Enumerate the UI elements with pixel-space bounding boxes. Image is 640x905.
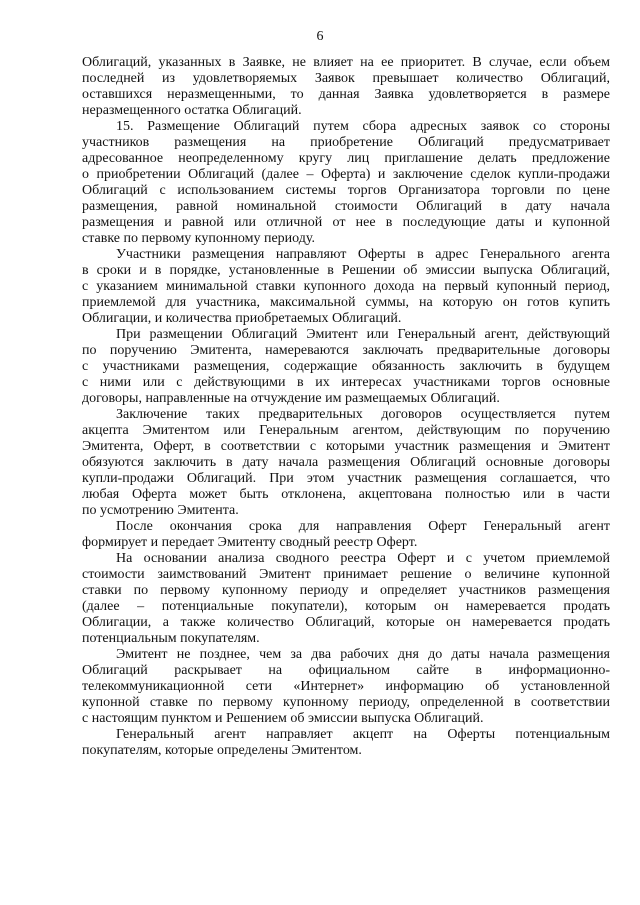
text-line: (далее – потенциальные покупатели), которым он намеревается продать bbox=[82, 599, 610, 614]
paragraph bbox=[82, 407, 610, 519]
text-line: размещения и равной или отличной от нее в последующие даты и купонной bbox=[82, 215, 610, 230]
text-line: телекоммуникационной сети «Интернет» информацию об установленной bbox=[82, 679, 610, 694]
text-line: последней из удовлетворяемых Заявок превышает количество Облигаций, bbox=[82, 71, 610, 86]
text-line: о приобретении Облигаций (далее – Оферта) и заключение сделок купли-продажи bbox=[82, 167, 610, 182]
paragraph bbox=[82, 519, 610, 551]
text-line: ставке по первому купонному периоду. bbox=[82, 231, 315, 246]
text-line: участников размещения на приобретение Облигаций предусматривает bbox=[82, 135, 610, 150]
text-line: Эмитента, Оферт, в соответствии с которыми участник размещения и Эмитент bbox=[82, 439, 610, 454]
text-line: При размещении Облигаций Эмитент или Генеральный агент, действующий bbox=[116, 327, 610, 342]
paragraph bbox=[82, 727, 610, 759]
text-line: с указанием минимальной ставки купонного дохода на первый купонный период, bbox=[82, 279, 610, 294]
text-line: с участниками размещения, содержащие обязанность заключить в будущем bbox=[82, 359, 610, 374]
text-line: Облигаций с использованием системы торгов Организатора торговли по цене bbox=[82, 183, 610, 198]
text-line: приемлемой для участника, максимальной суммы, на которую он готов купить bbox=[82, 295, 610, 310]
text-line: Участники размещения направляют Оферты в адрес Генерального агента bbox=[116, 247, 610, 262]
text-line: формирует и передает Эмитенту сводный реестр Оферт. bbox=[82, 535, 418, 550]
text-line: На основании анализа сводного реестра Оферт и с учетом приемлемой bbox=[116, 551, 610, 566]
text-line: потенциальным покупателям. bbox=[82, 631, 260, 646]
text-line: купли-продажи Облигаций. При этом участник размещения соглашается, что bbox=[82, 471, 610, 486]
text-line: стоимости заимствований Эмитент принимает решение о величине купонной bbox=[82, 567, 610, 582]
text-line: ставки по первому купонному периоду и определяет участников размещения bbox=[82, 583, 610, 598]
text-line: договоры, направленные на отчуждение им размещаемых Облигаций. bbox=[82, 391, 500, 406]
paragraph bbox=[82, 327, 610, 407]
text-line: любая Оферта может быть отклонена, акцептована полностью или в части bbox=[82, 487, 610, 502]
text-line: Эмитент не позднее, чем за два рабочих дня до даты начала размещения bbox=[116, 647, 610, 662]
text-line: неразмещенного остатка Облигаций. bbox=[82, 103, 302, 118]
text-line: с ними или с действующими в их интересах участниками торгов основные bbox=[82, 375, 610, 390]
text-line: Облигации, а также количество Облигаций, которые он намеревается продать bbox=[82, 615, 610, 630]
text-line: в сроки и в порядке, установленные в Решении об эмиссии выпуска Облигаций, bbox=[82, 263, 610, 278]
text-line: Облигаций, указанных в Заявке, не влияет на ее приоритет. В случае, если объем bbox=[82, 55, 610, 70]
text-line: купонной ставке по первому купонному периоду, определенной в соответствии bbox=[82, 695, 610, 710]
text-line: размещения, равной номинальной стоимости Облигаций в дату начала bbox=[82, 199, 610, 214]
text-line: После окончания срока для направления Оферт Генеральный агент bbox=[116, 519, 610, 534]
text-line: покупателям, которые определены Эмитентом. bbox=[82, 743, 362, 758]
text-line: адресованное неопределенному кругу лиц приглашение делать предложение bbox=[82, 151, 610, 166]
paragraph bbox=[82, 551, 610, 647]
paragraph bbox=[82, 55, 610, 119]
paragraph bbox=[82, 247, 610, 327]
text-line: оставшихся неразмещенными, то данная Заявка удовлетворяется в размере bbox=[82, 87, 610, 102]
text-line: Генеральный агент направляет акцепт на Оферты потенциальным bbox=[116, 727, 610, 742]
document-body bbox=[82, 55, 610, 759]
paragraph bbox=[82, 119, 610, 247]
text-line: Облигаций раскрывает на официальном сайте в информационно- bbox=[82, 663, 610, 678]
text-line: акцепта Эмитентом или Генеральным агентом, действующим по поручению bbox=[82, 423, 610, 438]
text-line: 15. Размещение Облигаций путем сбора адресных заявок со стороны bbox=[116, 119, 610, 134]
paragraph bbox=[82, 647, 610, 727]
text-line: Облигации, и количества приобретаемых Облигаций. bbox=[82, 311, 402, 326]
page-number: 6 bbox=[316, 29, 324, 44]
text-line: по поручению Эмитента, намереваются заключать предварительные договоры bbox=[82, 343, 610, 358]
text-line: с настоящим пунктом и Решением об эмиссии выпуска Облигаций. bbox=[82, 711, 484, 726]
text-line: обязуются заключить в дату начала размещения Облигаций основные договоры bbox=[82, 455, 610, 470]
text-line: Заключение таких предварительных договоров осуществляется путем bbox=[116, 407, 610, 422]
text-line: по усмотрению Эмитента. bbox=[82, 503, 239, 518]
